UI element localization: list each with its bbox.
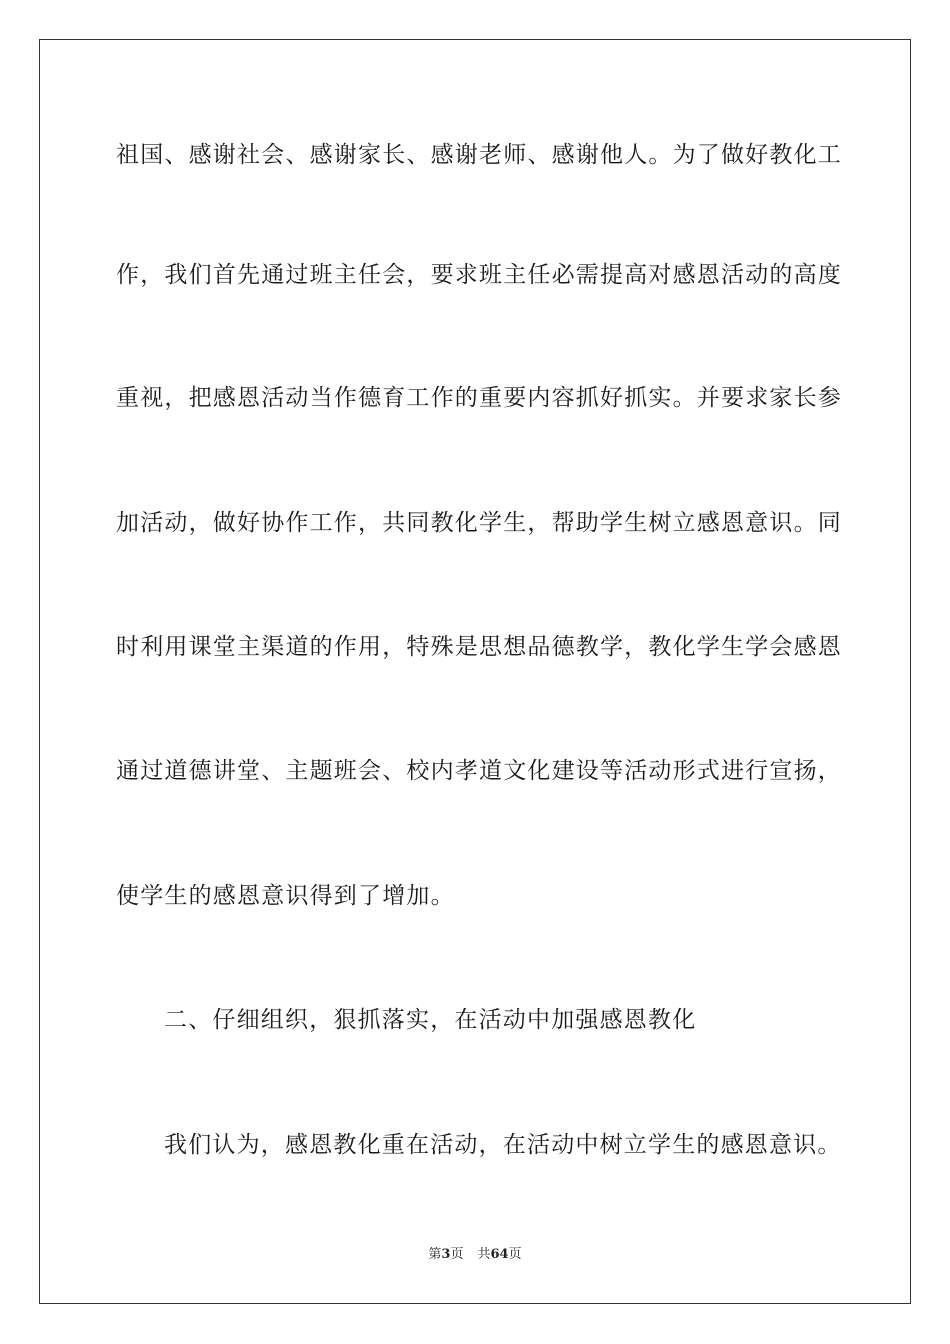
footer-total-pages: 64 [490, 1247, 509, 1262]
body-text-line: 时利用课堂主渠道的作用，特殊是思想品德教学，教化学生学会感恩 [116, 634, 842, 660]
body-text-line: 重视，把感恩活动当作德育工作的重要内容抓好抓实。并要求家长参 [116, 385, 842, 411]
body-text-line: 通过道德讲堂、主题班会、校内孝道文化建设等活动形式进行宣扬， [116, 758, 842, 784]
body-text-line: 使学生的感恩意识得到了增加。 [116, 883, 455, 909]
section-heading: 二、仔细组织，狠抓落实，在活动中加强感恩教化 [164, 1007, 697, 1033]
footer-total-prefix: 共 [477, 1247, 491, 1262]
footer-page-suffix: 页 [450, 1247, 464, 1262]
page-border [39, 39, 911, 1304]
footer-total-suffix: 页 [508, 1247, 522, 1262]
footer-page-prefix: 第 [428, 1247, 442, 1262]
paragraph-start: 我们认为，感恩教化重在活动，在活动中树立学生的感恩意识。 [164, 1132, 842, 1158]
footer-page-number: 3 [441, 1247, 451, 1262]
body-text-line: 加活动，做好协作工作，共同教化学生，帮助学生树立感恩意识。同 [116, 510, 842, 536]
body-text-line: 祖国、感谢社会、感谢家长、感谢老师、感谢他人。为了做好教化工 [116, 142, 842, 168]
body-text-line: 作，我们首先通过班主任会，要求班主任必需提高对感恩活动的高度 [116, 262, 842, 288]
page-footer [0, 1246, 950, 1264]
